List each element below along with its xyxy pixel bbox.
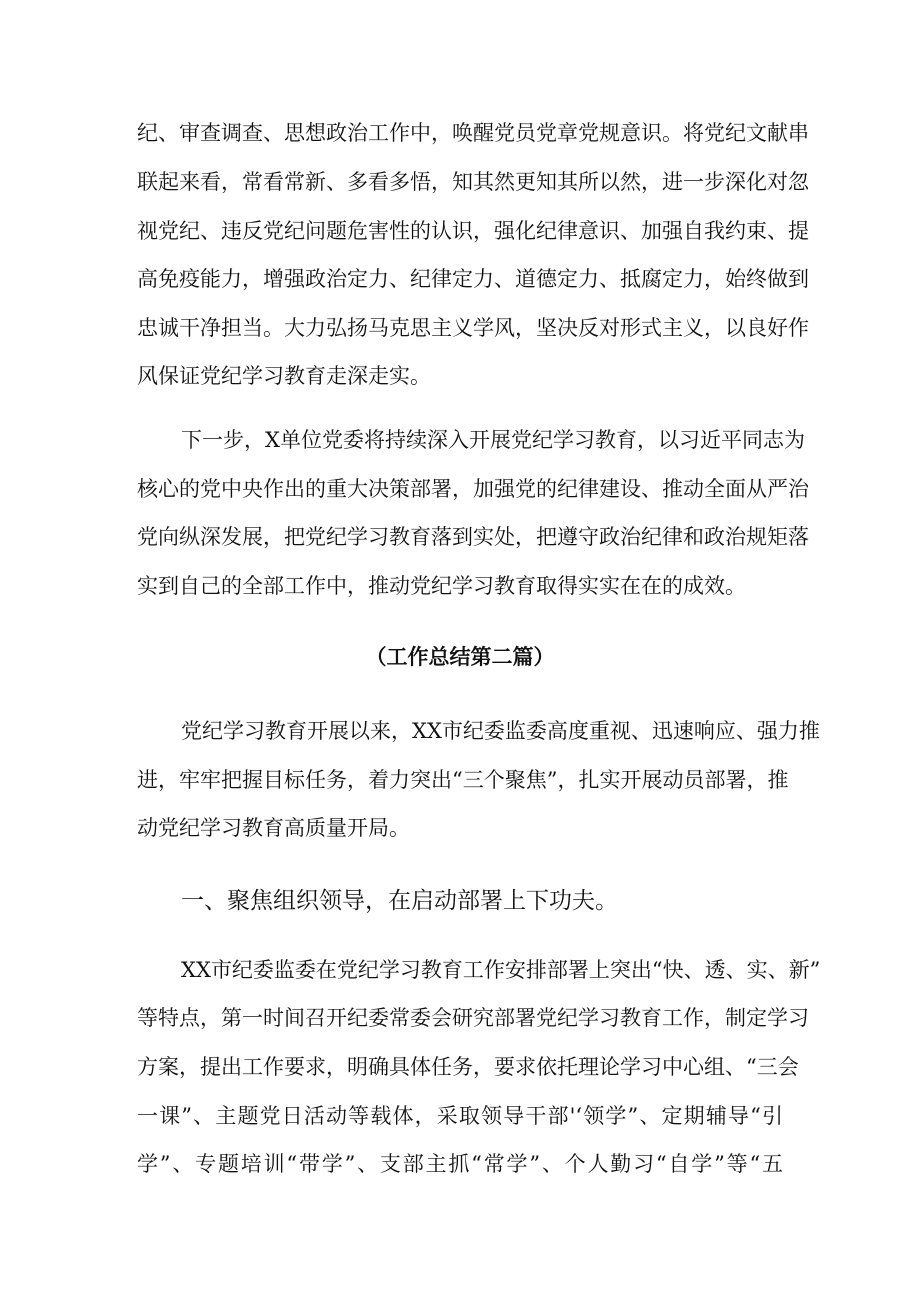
paragraph-1-line-2: 联起来看，常看常新、多看多悟，知其然更知其所以然，进一步深化对忽 xyxy=(137,170,809,194)
paragraph-1-line-1: 纪、审查调查、思想政治工作中，唤醒党员党章党规意识。将党纪文献串 xyxy=(137,121,809,145)
paragraph-4-line-5: 学”、专题培训“带学”、支部主抓“常学”、个人勤习“自学”等“五 xyxy=(137,1152,783,1176)
paragraph-3-line-3: 动党纪学习教育高质量开局。 xyxy=(137,816,410,840)
paragraph-3-line-1: 党纪学习教育开展以来，XX市纪委监委高度重视、迅速响应、强力推 xyxy=(181,719,820,743)
paragraph-2-line-4: 实到自己的全部工作中，推动党纪学习教育取得实实在在的成效。 xyxy=(137,574,746,598)
article-title: （工作总结第二篇） xyxy=(365,645,555,669)
paragraph-4-line-2: 等特点，第一时间召开纪委常委会研究部署党纪学习教育工作，制定学习 xyxy=(137,1006,809,1030)
paragraph-1-line-5: 忠诚干净担当。大力弘扬马克思主义学风，坚决反对形式主义，以良好作 xyxy=(137,316,809,340)
paragraph-2-line-1: 下一步，X单位党委将持续深入开展党纪学习教育，以习近平同志为 xyxy=(181,428,805,452)
paragraph-4-line-3: 方案，提出工作要求，明确具体任务，要求依托理论学习中心组、“三会 xyxy=(137,1055,799,1079)
paragraph-2-line-3: 党向纵深发展，把党纪学习教育落到实处，把遵守政治纪律和政治规矩落 xyxy=(137,525,809,549)
paragraph-2-line-2: 核心的党中央作出的重大决策部署，加强党的纪律建设、推动全面从严治 xyxy=(137,477,809,501)
paragraph-1-line-6: 风保证党纪学习教育走深走实。 xyxy=(137,364,431,388)
paragraph-1-line-3: 视党纪、违反党纪问题危害性的认识，强化纪律意识、加强自我约束、提 xyxy=(137,219,809,243)
paragraph-4-line-1: XX市纪委监委在党纪学习教育工作安排部署上突出“快、透、实、新” xyxy=(181,958,821,982)
paragraph-1-line-4: 高免疫能力，增强政治定力、纪律定力、道德定力、抵腐定力，始终做到 xyxy=(137,267,809,291)
section-heading: 一、聚焦组织领导，在启动部署上下功夫。 xyxy=(181,888,618,914)
paragraph-4-line-4: 一课”、主题党日活动等载体，采取领导干部'‘领学”、定期辅导“引 xyxy=(137,1104,783,1128)
paragraph-3-line-2: 进，牢牢把握目标任务，着力突出“三个聚焦”，扎实开展动员部署，推 xyxy=(137,768,789,792)
